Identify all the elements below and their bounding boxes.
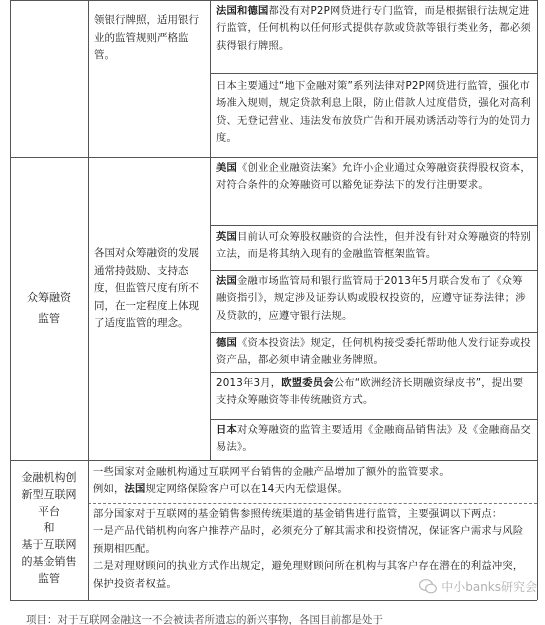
- table-border: [10, 0, 537, 1]
- lead-country: 日本: [216, 424, 237, 436]
- usa-crowdfunding-cell: [216, 160, 532, 195]
- row-divider: [10, 157, 537, 158]
- eu-crowdfunding-cell: [216, 375, 532, 410]
- row1-middle-text: 领银行牌照，适用银行业的监管规则严格监管。: [94, 14, 199, 62]
- wechat-icon: [419, 579, 437, 594]
- internet-platform-upper-cell: [93, 464, 533, 499]
- footer-text: 项目：对于互联网金融这一不会被读者所遗忘的新兴事物，各国目前都是处于: [26, 614, 383, 625]
- lead-country: 德国: [216, 337, 237, 349]
- cell-text: 一些国家对金融机构通过互联网平台销售的金融产品增加了额外的监管要求。: [93, 466, 450, 478]
- cell-text: 《创业企业融资法案》允许小企业通过众筹融资获得股权资本，对符合条件的众筹融资可以豁免证券法下的发行注册要求。: [216, 162, 531, 192]
- dashed-divider: [88, 503, 537, 504]
- cell-text: 公布“欧洲经济长期融资绿皮书”，提出要支持众筹融资等非传统融资方式。: [216, 377, 524, 407]
- category-label: 新型互联网: [21, 487, 77, 501]
- cell-text: 《资本投资法》规定，任何机构接受委托帮助他人发行证券或投资产品，都必须申请金融业务牌照。: [216, 337, 531, 367]
- category-label: 监管: [38, 312, 60, 325]
- table-border: [10, 600, 537, 601]
- row-divider: [210, 372, 537, 373]
- column-divider: [88, 0, 89, 600]
- category-label: 众筹融资: [27, 291, 71, 304]
- column-divider: [210, 0, 211, 460]
- cell-text: 部分国家对于互联网的基金销售参照传统渠道的基金销售进行监管，主要强调以下两点：: [93, 508, 503, 520]
- cell-text: 规定网络保险客户可以在14天内无偿退保。: [145, 483, 348, 496]
- germany-crowdfunding-cell: [216, 335, 532, 370]
- cell-text: 例如，: [93, 483, 125, 496]
- table-border: [537, 0, 538, 600]
- category-label: 基于互联网: [21, 538, 77, 552]
- row-divider: [210, 332, 537, 333]
- category-internet-platform: [10, 470, 88, 588]
- row-divider: [210, 73, 537, 74]
- watermark-text: 中小banks研究会: [441, 580, 537, 594]
- category-label: 金融机构创: [21, 471, 77, 484]
- japan-crowdfunding-cell: [216, 422, 532, 457]
- cell-text: 2013年3月，: [216, 377, 282, 389]
- uk-crowdfunding-cell: [216, 229, 532, 264]
- row-divider: [210, 419, 537, 420]
- cell-text: 对众筹融资的监管主要适用《金融商品销售法》及《金融商品交易法》。: [216, 424, 531, 454]
- lead-country: 法国: [216, 275, 237, 287]
- row-divider: [210, 270, 537, 271]
- cell-text: 目前认可众筹股权融资的合法性，但并没有针对众筹融资的特别立法，而是将其纳入现有的金融监管框架监管。: [216, 231, 531, 261]
- row2-middle-text: 各国对众筹融资的发展通常持鼓励、支持态度，但监管尺度有所不同，在一定程度上体现了适度监管的理念。: [94, 247, 199, 330]
- cell-text: 金融市场监管局和银行监管局于2013年5月联合发布了《众筹融资指引》，规定涉及证券认购或股权投资的，应遵守证券法律；涉及贷款的，应遵守银行法规。: [216, 275, 526, 322]
- france-germany-p2p-cell: [216, 3, 532, 55]
- lead-country: 法国: [124, 483, 146, 496]
- category-label: 监管: [38, 571, 60, 585]
- lead-country: 法国和德国: [216, 5, 269, 17]
- lead-org: 欧盟委员会: [281, 377, 334, 389]
- lead-country: 英国: [216, 231, 237, 243]
- category-label: 平台: [38, 504, 60, 518]
- cell-text: 都没有对P2P网贷进行专门监管，而是根据银行法规定进行监管，任何机构以任何形式提供存款或贷款等银行类业务，都必须获得银行牌照。: [216, 5, 531, 52]
- watermark: [419, 578, 537, 595]
- cell-text: 二是对理财顾问的执业方式作出规定，避免理财顾问所在机构与其客户存在潜在的利益冲突，保护投资者权益。: [93, 560, 524, 590]
- row-divider: [210, 225, 537, 226]
- row-divider: [10, 460, 537, 461]
- cell-text: 一是产品代销机构向客户推荐产品时，必须充分了解其需求和投资情况，保证客户需求与风险预期相匹配。: [93, 525, 524, 555]
- france-crowdfunding-cell: [216, 273, 532, 325]
- category-crowdfunding: [10, 289, 88, 327]
- cell-text: 日本主要通过“地下金融对策”系列法律对P2P网贷进行监管，强化市场准入规则，规定贷款利息上限，防止借款人过度借贷，强化对高利贷、无登记营业、违法发布放贷广告和开展劝诱活动等行为的处罚力度。: [216, 80, 531, 145]
- japan-p2p-cell: [216, 78, 532, 148]
- category-label: 的基金销售: [21, 554, 77, 568]
- category-label: 和: [43, 521, 55, 535]
- lead-country: 美国: [216, 162, 237, 174]
